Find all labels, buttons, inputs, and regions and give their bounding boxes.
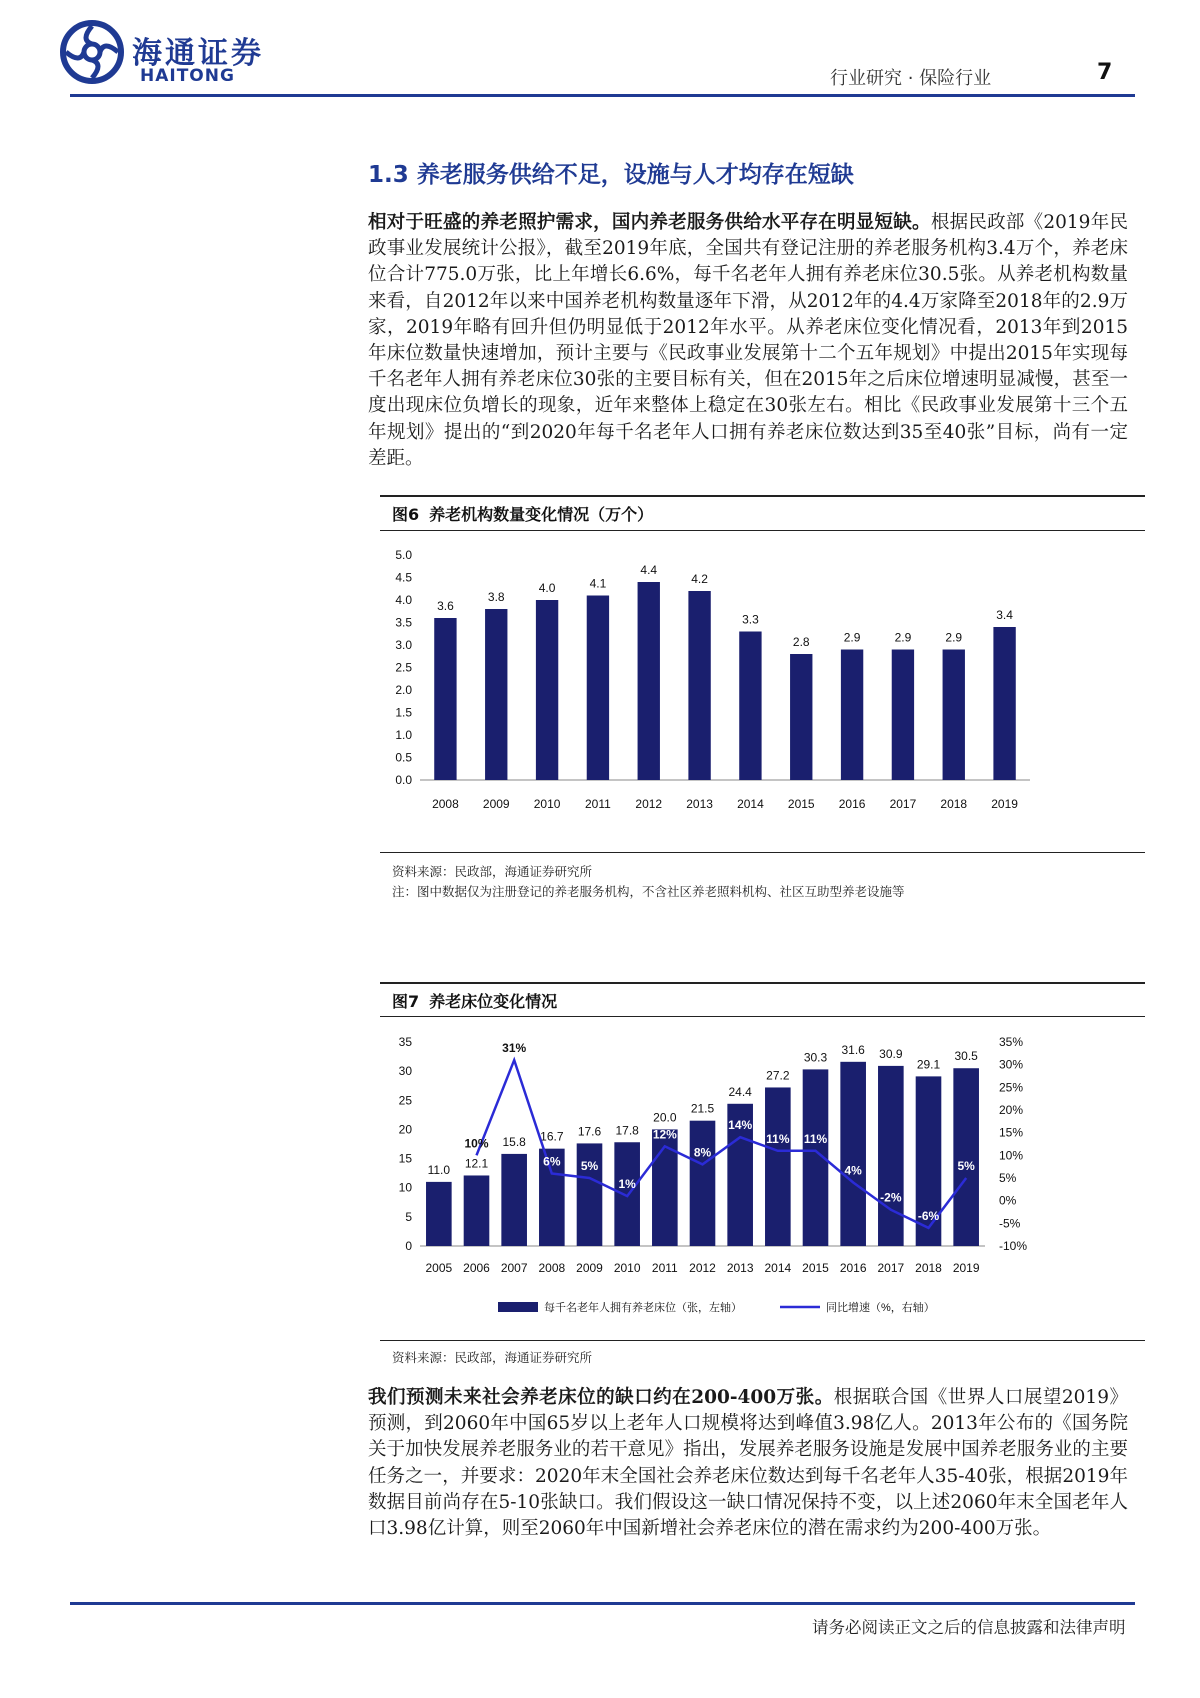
line-data-label: 11% <box>766 1131 790 1146</box>
right-y-tick-label: -10% <box>999 1239 1028 1253</box>
x-tick-label: 2018 <box>940 797 968 811</box>
figure6-note: 注：图中数据仅为注册登记的养老服务机构，不含社区养老照料机构、社区互助型养老设施等 <box>392 884 905 899</box>
data-label: 4.1 <box>589 576 607 591</box>
figure6-source: 资料来源：民政部，海通证券研究所 <box>392 864 593 879</box>
x-tick-label: 2019 <box>991 797 1018 811</box>
logo-chinese-name: 海通证券 <box>132 36 264 71</box>
right-y-tick-label: 30% <box>999 1057 1024 1072</box>
right-y-tick-label: 35% <box>999 1035 1024 1049</box>
bar-data-label: 30.9 <box>879 1046 903 1061</box>
paragraph-2-body: 根据联合国《世界人口展望2019》预测，到2060年中国65岁以上老年人口规模将达到峰值3.98亿人。2013年公布的《国务院关于加快发展养老服务业的若干意见》指出，发展养老服务设施是发展中国养老服务业的主要任务之一，并要求：2020年末全国社会养老床位数达到每千名老年人35-40张，根据2019年数据目前尚存在5-10张缺口。我们假设这一缺口情况保持不变，以上述2060年末全国老年人口3.98亿计算，则至2060年中国新增社会养老床位的潜在需求约为200-400万张。 <box>368 1387 1128 1540</box>
bar <box>426 1182 452 1246</box>
line-data-label: 6% <box>543 1154 561 1169</box>
bar <box>688 591 710 780</box>
y-tick-label: 3.0 <box>395 638 412 652</box>
bar <box>840 1062 866 1246</box>
data-label: 4.0 <box>538 581 556 595</box>
figure6-top-rule <box>380 495 1145 497</box>
bar <box>892 650 914 781</box>
footer-disclaimer: 请务必阅读正文之后的信息披露和法律声明 <box>812 1618 1126 1637</box>
x-tick-label: 2009 <box>576 1261 603 1275</box>
header-divider <box>70 94 1135 97</box>
data-label: 2.9 <box>894 630 912 645</box>
legend-line-label: 同比增速（%，右轴） <box>826 1302 935 1314</box>
left-y-tick-label: 10 <box>398 1180 412 1195</box>
line-data-label: -2% <box>880 1190 902 1205</box>
x-tick-label: 2010 <box>613 1261 641 1275</box>
figure7-top-rule <box>380 982 1145 984</box>
data-label: 3.3 <box>742 612 759 627</box>
data-label: 3.8 <box>487 590 505 604</box>
bar <box>638 582 660 780</box>
figure7-source: 资料来源：民政部，海通证券研究所 <box>392 1350 593 1365</box>
right-y-tick-label: 0% <box>999 1193 1017 1208</box>
bar-data-label: 17.8 <box>615 1123 639 1138</box>
bar <box>690 1121 716 1246</box>
line-data-label: 31% <box>502 1041 527 1056</box>
line-data-label: 11% <box>803 1131 828 1146</box>
line-data-label: 4% <box>844 1163 862 1178</box>
x-tick-label: 2016 <box>838 797 866 811</box>
bar <box>790 654 812 780</box>
x-tick-label: 2017 <box>889 797 917 811</box>
right-y-tick-label: 25% <box>999 1080 1024 1095</box>
x-tick-label: 2018 <box>915 1261 942 1275</box>
x-tick-label: 2019 <box>952 1261 980 1275</box>
x-tick-label: 2008 <box>432 797 459 811</box>
right-y-tick-label: 20% <box>999 1103 1024 1117</box>
x-tick-label: 2011 <box>651 1261 678 1275</box>
page-number: 7 <box>1097 60 1113 85</box>
data-label: 4.4 <box>640 563 658 577</box>
figure6-number: 图6 <box>392 505 420 524</box>
line-data-label: 10% <box>464 1136 489 1151</box>
bar-data-label: 12.1 <box>464 1156 489 1171</box>
bar-data-label: 15.8 <box>502 1134 526 1149</box>
data-label: 3.6 <box>437 599 454 613</box>
figure7-title-rule <box>380 1016 1145 1017</box>
haitong-emblem-icon <box>60 20 124 84</box>
y-tick-label: 0.0 <box>395 773 412 787</box>
figure6-title-text: 养老机构数量变化情况（万个） <box>429 505 654 524</box>
bar <box>765 1087 791 1246</box>
bar-data-label: 24.4 <box>728 1084 752 1099</box>
logo-english-name: HAITONG <box>140 66 235 86</box>
bed-count-chart <box>380 1020 1145 1338</box>
y-tick-label: 4.0 <box>395 593 412 607</box>
figure6-title <box>392 502 653 525</box>
data-label: 2.8 <box>792 635 810 649</box>
x-tick-label: 2017 <box>877 1261 905 1275</box>
bar <box>993 627 1015 780</box>
line-data-label: 8% <box>693 1145 712 1160</box>
bar <box>587 596 609 781</box>
figure6-title-rule <box>380 530 1145 531</box>
right-y-tick-label: 15% <box>999 1125 1024 1140</box>
x-tick-label: 2015 <box>787 797 815 811</box>
left-y-tick-label: 5 <box>405 1209 412 1224</box>
header-category: 行业研究 · 保险行业 <box>830 68 992 89</box>
line-data-label: 14% <box>728 1118 753 1133</box>
legend-bar-label: 每千名老年人拥有养老床位（张，左轴） <box>544 1302 742 1314</box>
left-y-tick-label: 30 <box>398 1064 412 1079</box>
bar <box>878 1066 904 1246</box>
x-tick-label: 2013 <box>686 797 713 811</box>
x-tick-label: 2009 <box>482 797 510 811</box>
x-tick-label: 2014 <box>764 1261 792 1275</box>
right-y-tick-label: 5% <box>999 1171 1017 1185</box>
institution-count-chart <box>380 535 1145 845</box>
x-tick-label: 2014 <box>737 797 764 811</box>
x-tick-label: 2010 <box>533 797 561 811</box>
figure7-title <box>392 989 557 1012</box>
x-tick-label: 2012 <box>689 1261 716 1275</box>
paragraph-2-lead: 我们预测未来社会养老床位的缺口约在200-400万张。 <box>368 1387 834 1408</box>
data-label: 2.9 <box>945 630 963 645</box>
x-tick-label: 2007 <box>500 1261 528 1275</box>
left-y-tick-label: 15 <box>398 1151 412 1166</box>
x-tick-label: 2008 <box>538 1261 566 1275</box>
paragraph-1-body: 根据民政部《2019年民政事业发展统计公报》，截至2019年底，全国共有登记注册的养老服务机构3.4万个，养老床位合计775.0万张，比上年增长6.6%，每千名老年人拥有养老床位30.5张。从养老机构数量来看，自2012年以来中国养老机构数量逐年下滑，从2012年的4.4万家降至2018年的2.9万家，2019年略有回升但仍明显低于2012年水平。从养老床位变化情况看，2013年到2015年床位数量快速增加，预计主要与《民政事业发展第十二个五年规划》中提出2015年实现每千名老年人拥有养老床位30张的主要目标有关，但在2015年之后床位增速明显减慢，甚至一度出现床位负增长的现象，近年来整体上稳定在30张左右。相比《民政事业发展第十三个五年规划》提出的“到2020年每千名老年人口拥有养老床位数达到35至40张”目标，尚有一定差距。 <box>368 212 1128 469</box>
y-tick-label: 1.5 <box>395 705 412 720</box>
line-data-label: 5% <box>957 1159 975 1173</box>
y-tick-label: 5.0 <box>395 548 412 562</box>
y-tick-label: 3.5 <box>395 615 412 630</box>
bar-data-label: 11.0 <box>427 1162 451 1177</box>
bar-data-label: 29.1 <box>916 1057 941 1072</box>
x-tick-label: 2012 <box>635 797 663 811</box>
y-tick-label: 2.5 <box>395 660 412 675</box>
x-tick-label: 2006 <box>463 1261 490 1275</box>
bar-data-label: 21.5 <box>690 1101 715 1116</box>
body-paragraph-2 <box>368 1385 1128 1542</box>
left-y-tick-label: 20 <box>398 1122 412 1137</box>
x-tick-label: 2011 <box>585 797 611 811</box>
bar-data-label: 16.7 <box>540 1129 564 1144</box>
bar-data-label: 30.5 <box>954 1049 978 1064</box>
bar <box>841 650 863 781</box>
line-data-label: 1% <box>618 1177 636 1192</box>
line-data-label: 5% <box>580 1159 599 1173</box>
left-y-tick-label: 0 <box>405 1239 412 1253</box>
bar <box>434 618 456 780</box>
y-tick-label: 4.5 <box>395 570 412 585</box>
bar-data-label: 20.0 <box>653 1110 677 1125</box>
figure7-title-text: 养老床位变化情况 <box>429 992 558 1011</box>
footer-divider <box>70 1602 1135 1605</box>
figure7-bottom-rule <box>380 1340 1145 1341</box>
right-y-tick-label: -5% <box>999 1216 1021 1231</box>
x-tick-label: 2005 <box>425 1261 453 1275</box>
body-paragraph-1 <box>368 210 1128 472</box>
figure6-bottom-rule <box>380 852 1145 853</box>
bar-data-label: 30.3 <box>803 1050 828 1065</box>
haitong-logo <box>60 20 310 90</box>
bar <box>464 1175 490 1246</box>
x-tick-label: 2016 <box>839 1261 867 1275</box>
y-tick-label: 2.0 <box>395 683 412 697</box>
bar <box>953 1068 979 1246</box>
line-data-label: 12% <box>652 1127 677 1142</box>
data-label: 4.2 <box>691 572 708 586</box>
bar <box>943 650 965 781</box>
paragraph-1-lead: 相对于旺盛的养老照护需求，国内养老服务供给水平存在明显短缺。 <box>368 212 931 233</box>
bar <box>501 1154 527 1246</box>
y-tick-label: 0.5 <box>395 750 412 765</box>
data-label: 2.9 <box>843 630 861 645</box>
data-label: 3.4 <box>996 608 1013 622</box>
bar <box>536 600 558 780</box>
bar-data-label: 17.6 <box>577 1124 602 1139</box>
bar <box>739 632 761 781</box>
section-title: 1.3 养老服务供给不足，设施与人才均存在短缺 <box>368 162 854 188</box>
right-y-tick-label: 10% <box>999 1148 1024 1163</box>
figure7-number: 图7 <box>392 992 420 1011</box>
bar-data-label: 27.2 <box>766 1068 790 1083</box>
x-tick-label: 2013 <box>726 1261 754 1275</box>
left-y-tick-label: 25 <box>398 1093 412 1108</box>
y-tick-label: 1.0 <box>395 728 412 742</box>
x-tick-label: 2015 <box>802 1261 829 1275</box>
line-data-label: -6% <box>917 1208 940 1223</box>
bar <box>485 609 507 780</box>
legend-bar-swatch <box>498 1302 538 1312</box>
left-y-tick-label: 35 <box>398 1035 412 1049</box>
bar-data-label: 31.6 <box>841 1042 865 1057</box>
